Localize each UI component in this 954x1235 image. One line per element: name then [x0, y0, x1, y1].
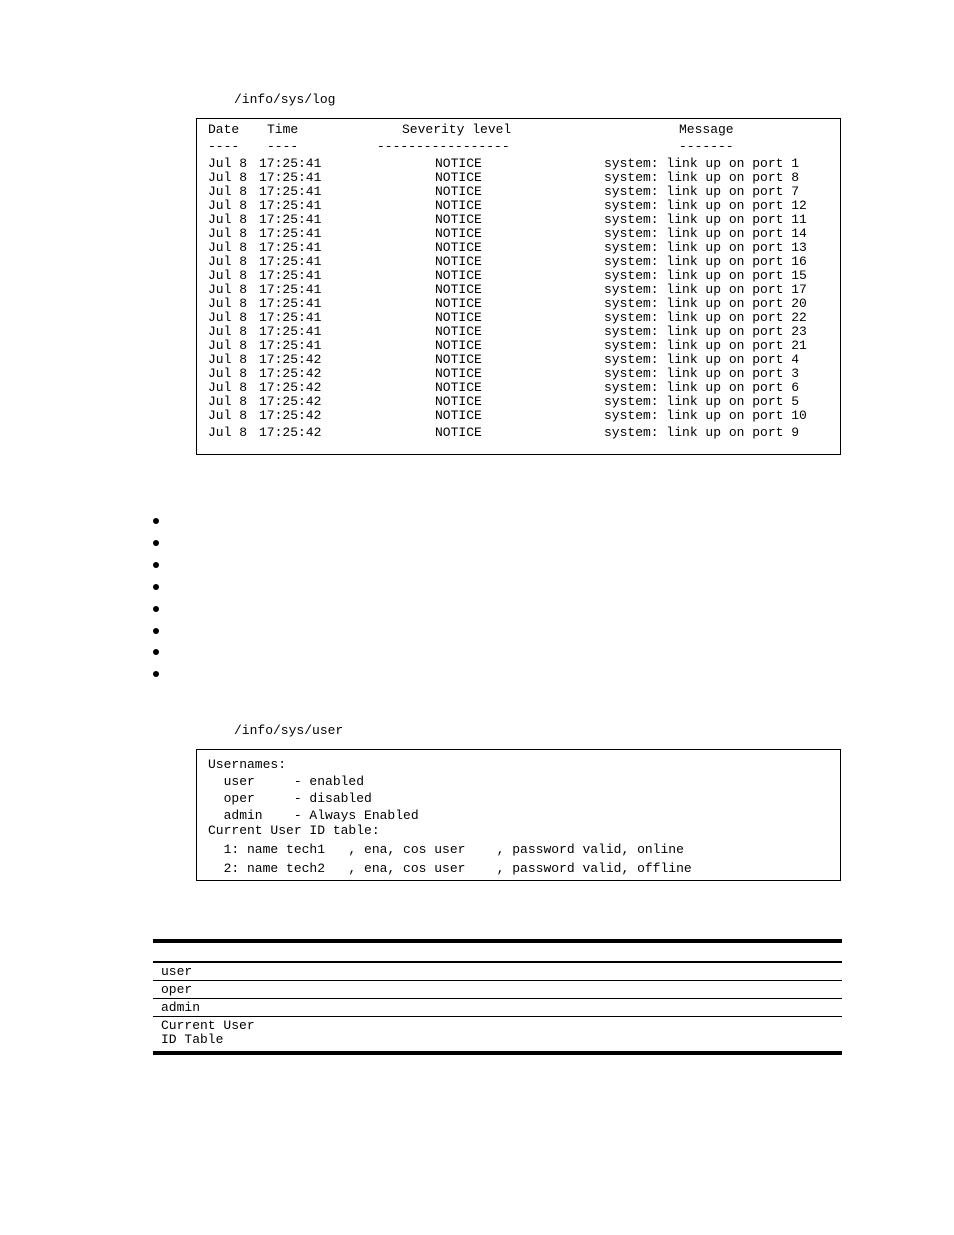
log-time-cell: 17:25:42 [259, 366, 322, 381]
log-time-cell: 17:25:41 [259, 296, 322, 311]
bullet-marker [153, 606, 159, 612]
log-time-cell: 17:25:41 [259, 310, 322, 325]
bullet-marker [153, 562, 159, 568]
log-message-cell: system: link up on port 23 [604, 324, 807, 339]
log-time-cell: 17:25:41 [259, 156, 322, 171]
log-time-cell: 17:25:41 [259, 254, 322, 269]
log-severity-cell: NOTICE [435, 156, 482, 171]
log-date-cell: Jul 8 [208, 226, 248, 241]
log-date-cell: Jul 8 [208, 310, 248, 325]
log-date-cell: Jul 8 [208, 352, 248, 367]
log-severity-cell: NOTICE [435, 324, 482, 339]
log-output-box [196, 118, 841, 455]
table-row-user: user [161, 964, 193, 979]
log-message-cell: system: link up on port 1 [604, 156, 800, 171]
log-date-cell: Jul 8 [208, 156, 248, 171]
log-time-cell: 17:25:41 [259, 226, 322, 241]
log-message-cell: system: link up on port 11 [604, 212, 807, 227]
log-severity-cell: NOTICE [435, 408, 482, 423]
table-top-rule [153, 939, 842, 943]
log-date-cell: Jul 8 [208, 366, 248, 381]
log-time-cell: 17:25:42 [259, 408, 322, 423]
log-message-cell: system: link up on port 6 [604, 380, 800, 395]
user-output-box [196, 749, 841, 881]
message-underline: ------- [679, 139, 734, 154]
log-message-cell: system: link up on port 12 [604, 198, 807, 213]
time-underline: ---- [267, 139, 299, 154]
log-message-cell: system: link up on port 22 [604, 310, 807, 325]
log-severity-cell: NOTICE [435, 338, 482, 353]
log-severity-cell: NOTICE [435, 268, 482, 283]
log-message-cell: system: link up on port 4 [604, 352, 800, 367]
bullet-marker [153, 649, 159, 655]
user-line: admin - Always Enabled [208, 808, 419, 823]
log-date-cell: Jul 8 [208, 240, 248, 255]
bullet-marker [153, 584, 159, 590]
user-line: 1: name tech1 , ena, cos user , password valid, online [208, 842, 684, 857]
user-line: oper - disabled [208, 791, 372, 806]
log-message-cell: system: link up on port 14 [604, 226, 807, 241]
log-date-cell: Jul 8 [208, 254, 248, 269]
log-severity-cell: NOTICE [435, 352, 482, 367]
log-message-cell: system: link up on port 20 [604, 296, 807, 311]
message-header: Message [679, 122, 734, 137]
log-date-cell: Jul 8 [208, 170, 248, 185]
log-severity-cell: NOTICE [435, 394, 482, 409]
date-header: Date [208, 122, 240, 137]
log-message-cell: system: link up on port 15 [604, 268, 807, 283]
log-date-cell: Jul 8 [208, 212, 248, 227]
log-date-cell: Jul 8 [208, 324, 248, 339]
log-time-cell: 17:25:41 [259, 170, 322, 185]
user-line: user - enabled [208, 774, 365, 789]
severity-header: Severity level [402, 122, 512, 137]
log-command: /info/sys/log [234, 92, 336, 107]
log-severity-cell: NOTICE [435, 282, 482, 297]
log-message-cell: system: link up on port 7 [604, 184, 800, 199]
log-date-cell: Jul 8 [208, 394, 248, 409]
time-header: Time [267, 122, 299, 137]
log-time-cell: 17:25:41 [259, 198, 322, 213]
log-time-cell: 17:25:41 [259, 282, 322, 297]
log-message-cell: system: link up on port 17 [604, 282, 807, 297]
log-message-cell: system: link up on port 8 [604, 170, 800, 185]
log-date-cell: Jul 8 [208, 338, 248, 353]
table-header-rule [153, 961, 842, 963]
table-bottom-rule [153, 1051, 842, 1055]
log-date-cell: Jul 8 [208, 268, 248, 283]
table-row-divider [153, 998, 842, 999]
user-line: Current User ID table: [208, 823, 380, 838]
log-time-cell: 17:25:41 [259, 212, 322, 227]
log-message-cell: system: link up on port 21 [604, 338, 807, 353]
log-time-cell: 17:25:42 [259, 394, 322, 409]
table-row-divider [153, 980, 842, 981]
user-line: Usernames: [208, 757, 287, 772]
log-severity-cell: NOTICE [435, 184, 482, 199]
log-message-cell: system: link up on port 10 [604, 408, 807, 423]
log-date-cell: Jul 8 [208, 296, 248, 311]
log-message-cell: system: link up on port 13 [604, 240, 807, 255]
log-severity-cell: NOTICE [435, 212, 482, 227]
log-time-cell: 17:25:42 [259, 425, 322, 440]
table-row-oper: oper [161, 982, 193, 997]
log-date-cell: Jul 8 [208, 184, 248, 199]
log-date-cell: Jul 8 [208, 380, 248, 395]
log-time-cell: 17:25:41 [259, 338, 322, 353]
log-message-cell: system: link up on port 5 [604, 394, 800, 409]
log-date-cell: Jul 8 [208, 408, 248, 423]
log-time-cell: 17:25:41 [259, 268, 322, 283]
log-time-cell: 17:25:41 [259, 184, 322, 199]
log-severity-cell: NOTICE [435, 240, 482, 255]
log-time-cell: 17:25:42 [259, 352, 322, 367]
log-date-cell: Jul 8 [208, 425, 248, 440]
bullet-marker [153, 540, 159, 546]
log-severity-cell: NOTICE [435, 198, 482, 213]
log-severity-cell: NOTICE [435, 254, 482, 269]
log-time-cell: 17:25:41 [259, 324, 322, 339]
date-underline: ---- [208, 139, 240, 154]
log-severity-cell: NOTICE [435, 310, 482, 325]
log-time-cell: 17:25:42 [259, 380, 322, 395]
bullet-marker [153, 628, 159, 634]
log-message-cell: system: link up on port 16 [604, 254, 807, 269]
log-date-cell: Jul 8 [208, 282, 248, 297]
bullet-marker [153, 671, 159, 677]
log-message-cell: system: link up on port 9 [604, 425, 800, 440]
bullet-marker [153, 518, 159, 524]
log-severity-cell: NOTICE [435, 296, 482, 311]
log-time-cell: 17:25:41 [259, 240, 322, 255]
log-message-cell: system: link up on port 3 [604, 366, 800, 381]
user-line: 2: name tech2 , ena, cos user , password valid, offline [208, 861, 692, 876]
log-severity-cell: NOTICE [435, 226, 482, 241]
table-row-current-user-id-table: Current User ID Table [161, 1018, 255, 1047]
user-command: /info/sys/user [234, 723, 344, 738]
log-severity-cell: NOTICE [435, 380, 482, 395]
table-row-divider [153, 1016, 842, 1017]
table-row-admin: admin [161, 1000, 201, 1015]
log-date-cell: Jul 8 [208, 198, 248, 213]
log-severity-cell: NOTICE [435, 425, 482, 440]
severity-underline: ----------------- [377, 139, 510, 154]
log-severity-cell: NOTICE [435, 170, 482, 185]
log-severity-cell: NOTICE [435, 366, 482, 381]
